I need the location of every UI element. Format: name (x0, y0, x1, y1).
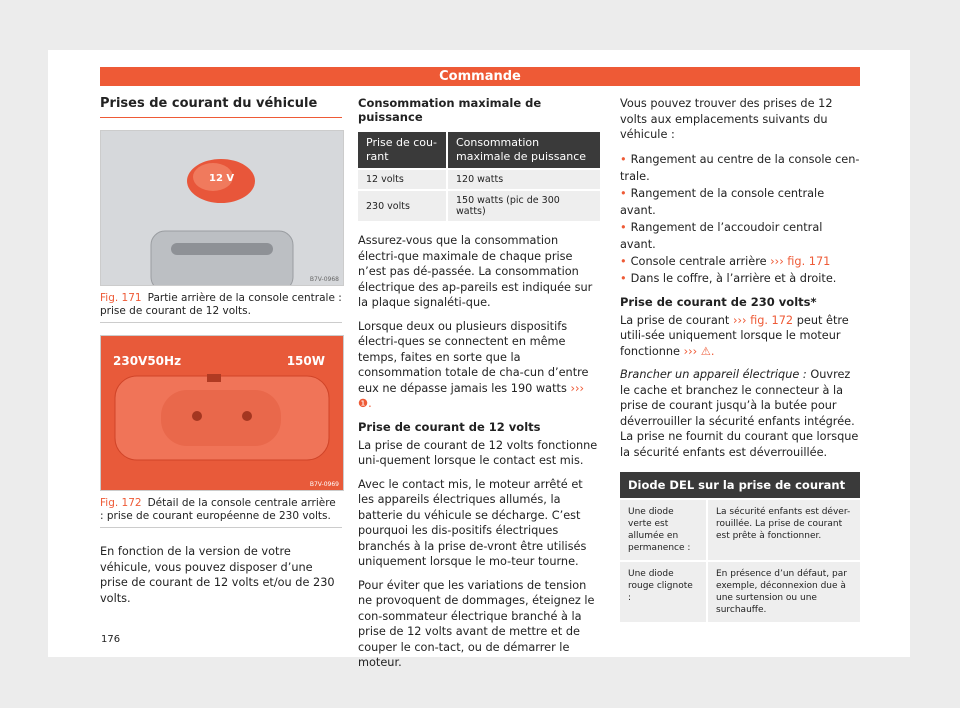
figure-reference[interactable]: ››› fig. 171 (770, 254, 831, 268)
figure-172 (100, 335, 344, 491)
table-cell: La sécurité enfants est déver-rouillée. La prise de courant est prête à fonctionner. (707, 499, 860, 561)
warning-reference[interactable]: ››› ⚠. (683, 344, 715, 358)
subheading: Prise de courant de 230 volts* (620, 294, 817, 309)
paragraph: Avec le contact mis, le moteur arrêté et les appareils électriques allumés, la batterie du véhicule se décharge. C’est pourquoi les dis-positifs électriques branchés à la prise de-vront être utilisés uniquement lorsque le mo-teur tourne. (358, 477, 587, 568)
table-cell: Une diode verte est allumée en permanence : (620, 499, 707, 561)
italic-lead: Brancher un appareil électrique : (620, 368, 807, 381)
table-header: Consommation maximale de puissance (447, 132, 600, 169)
subheading: Prise de courant de 12 volts (358, 419, 541, 434)
paragraph: Assurez-vous que la consommation électri-que maximale de chaque prise n’est pas dé-passée. La consommation électrique des ap-pareils est indiquée sur la plaque signaléti-que. (358, 234, 593, 309)
column-right (620, 96, 860, 622)
paragraph-text: Lorsque deux ou plusieurs dispositifs électri-ques se connectent en même temps, faites en sorte que la consommation totale de cha-cun d’entre eux ne dépasse jamais les 190 watts (358, 319, 589, 395)
chapter-banner: Commande (100, 67, 860, 86)
paragraph (358, 319, 600, 412)
list-item: • Rangement au centre de la console cen-trale. (620, 151, 860, 185)
paragraph-text: La prise de courant (620, 313, 730, 327)
table-cell: 150 watts (pic de 300 watts) (447, 190, 600, 221)
figure-caption (100, 497, 342, 528)
paragraph (620, 313, 860, 360)
column-left (100, 96, 342, 614)
page-number: 176 (101, 634, 121, 645)
column-middle (358, 96, 600, 679)
location-list (620, 151, 860, 287)
table-cell: 120 watts (447, 169, 600, 190)
paragraph (620, 367, 860, 460)
wattage-label: 150W (286, 354, 325, 368)
intro-paragraph: En fonction de la version de votre véhicule, vous pouvez disposer d’une prise de courant de 12 volts et/ou de 230 volts. (100, 545, 335, 605)
list-item: • Rangement de la console centrale avant. (620, 185, 860, 219)
power-heading: Consommation maximale de puissance (358, 96, 542, 124)
paragraph: La prise de courant de 12 volts fonctionne uni-quement lorsque le contact est mis. (358, 438, 598, 467)
figure-caption (100, 292, 342, 323)
table-row (358, 190, 600, 221)
table-row (620, 499, 860, 561)
voltage-label: 230V50Hz (113, 354, 182, 368)
figure-reference[interactable]: ››› fig. 172 (732, 313, 794, 327)
figure-number: Fig. 172 (100, 497, 142, 509)
list-item: • Dans le coffre, à l’arrière et à droite. (620, 270, 860, 287)
section-title: Prises de courant du véhicule (100, 96, 342, 118)
table-row (620, 561, 860, 622)
paragraph-text: Ouvrez le cache et branchez le connecteur à la prise de courant jusqu’à la butée pour déverrouiller la sécurité enfants intégrée. La prise ne fournit du courant que lorsque la sécurité enfants est déverrouillée. (620, 368, 859, 459)
table-cell: 230 volts (358, 190, 447, 221)
list-item-text: Console centrale arrière (630, 254, 767, 268)
table-cell: En présence d’un défaut, par exemple, déconnexion due à une surtension ou une surchauffe. (707, 561, 860, 622)
paragraph: Pour éviter que les variations de tension ne provoquent de dommages, éteignez le con-sommateur électrique branché à la prise de 12 volts avant de mettre et de couper le con-tact, ou de démarrer le moteur. (358, 578, 595, 669)
figure-number: Fig. 171 (100, 292, 142, 304)
power-table (358, 132, 600, 221)
table-title: Diode DEL sur la prise de courant (620, 472, 860, 499)
console-12v-illustration (101, 131, 343, 285)
figure-code: B7V-0968 (309, 276, 339, 283)
list-item (620, 253, 860, 270)
led-table (620, 472, 860, 622)
table-header: Prise de cou-rant (358, 132, 447, 169)
paragraph: Vous pouvez trouver des prises de 12 volts aux emplacements suivants du véhicule : (620, 97, 833, 141)
table-cell: 12 volts (358, 169, 447, 190)
table-row (358, 169, 600, 190)
note-reference[interactable]: ››› ❶. (358, 381, 584, 410)
figure-171 (100, 130, 344, 286)
socket-label: 12 V (209, 173, 235, 184)
caption-text: Détail de la console centrale arrière : prise de courant européenne de 230 volts. (100, 497, 336, 522)
table-cell: Une diode rouge clignote : (620, 561, 707, 622)
list-item: • Rangement de l’accoudoir central avant. (620, 219, 860, 253)
paragraph-text: peut être utili-sée uniquement lorsque le moteur fonctionne (620, 313, 849, 358)
caption-text: Partie arrière de la console centrale : prise de courant de 12 volts. (100, 292, 342, 317)
figure-code: B7V-0969 (309, 481, 339, 488)
